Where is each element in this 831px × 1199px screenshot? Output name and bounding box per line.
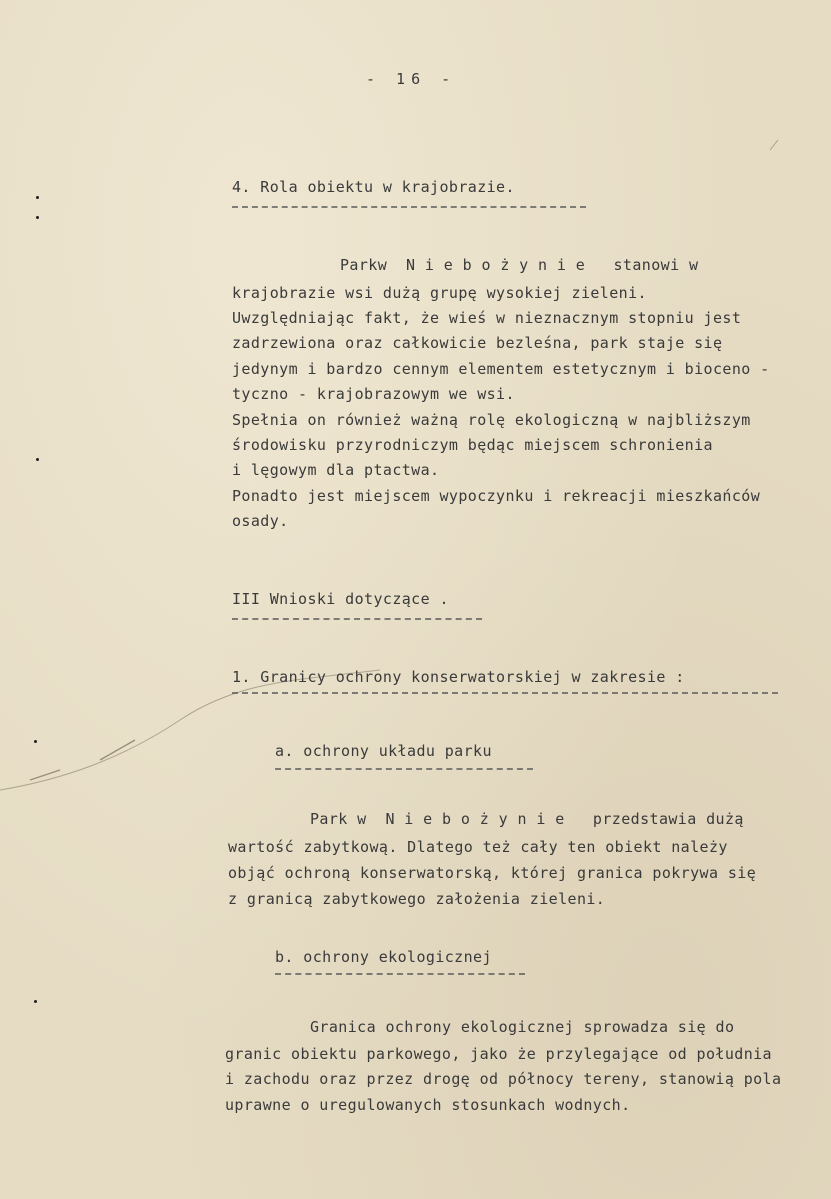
body-line: Spełnia on również ważną rolę ekologiczną w najbliższym [232,411,751,429]
margin-mark [34,1000,37,1003]
subsection-heading: 1. Granicy ochrony konserwatorskiej w zakresie : [232,668,685,686]
heading-underline [275,973,525,975]
body-line: i lęgowym dla ptactwa. [232,461,440,479]
body-line: i zachodu oraz przez drogę od północy tereny, stanowią pola [225,1070,782,1088]
body-line: Park w N i e b o ż y n i e przedstawia dużą [310,810,744,828]
page-number: - 16 - [366,70,457,88]
body-line: z granicą zabytkowego założenia zieleni. [228,890,606,908]
heading-underline [232,618,482,620]
heading-underline [232,692,778,694]
body-line: jedynym i bardzo cennym elementem estetycznym i bioceno - [232,360,770,378]
subsection-heading: b. ochrony ekologicznej [275,948,492,966]
subsection-heading: a. ochrony układu parku [275,742,492,760]
heading-underline [232,206,586,208]
body-line: Granica ochrony ekologicznej sprowadza się do [310,1018,735,1036]
body-line: osady. [232,512,289,530]
body-line: Parkw N i e b o ż y n i e stanowi w [340,256,699,274]
body-line: tyczno - krajobrazowym we wsi. [232,385,515,403]
body-line: krajobrazie wsi dużą grupę wysokiej zieleni. [232,284,647,302]
body-line: Ponadto jest miejscem wypoczynku i rekreacji mieszkańców [232,487,761,505]
heading-underline [275,768,533,770]
margin-mark [36,196,39,199]
section-heading: III Wnioski dotyczące . [232,590,449,608]
body-line: Uwzględniając fakt, że wieś w nieznacznym stopniu jest [232,309,742,327]
body-line: granic obiektu parkowego, jako że przylegające od południa [225,1045,772,1063]
margin-mark [36,458,39,461]
body-line: uprawne o uregulowanych stosunkach wodnych. [225,1096,631,1114]
section-heading: 4. Rola obiektu w krajobrazie. [232,178,515,196]
body-line: wartość zabytkową. Dlatego też cały ten obiekt należy [228,838,728,856]
body-line: objąć ochroną konserwatorską, której granica pokrywa się [228,864,757,882]
body-line: środowisku przyrodniczym będąc miejscem schronienia [232,436,713,454]
body-line: zadrzewiona oraz całkowicie bezleśna, park staje się [232,334,723,352]
margin-mark [34,740,37,743]
margin-mark [36,216,39,219]
